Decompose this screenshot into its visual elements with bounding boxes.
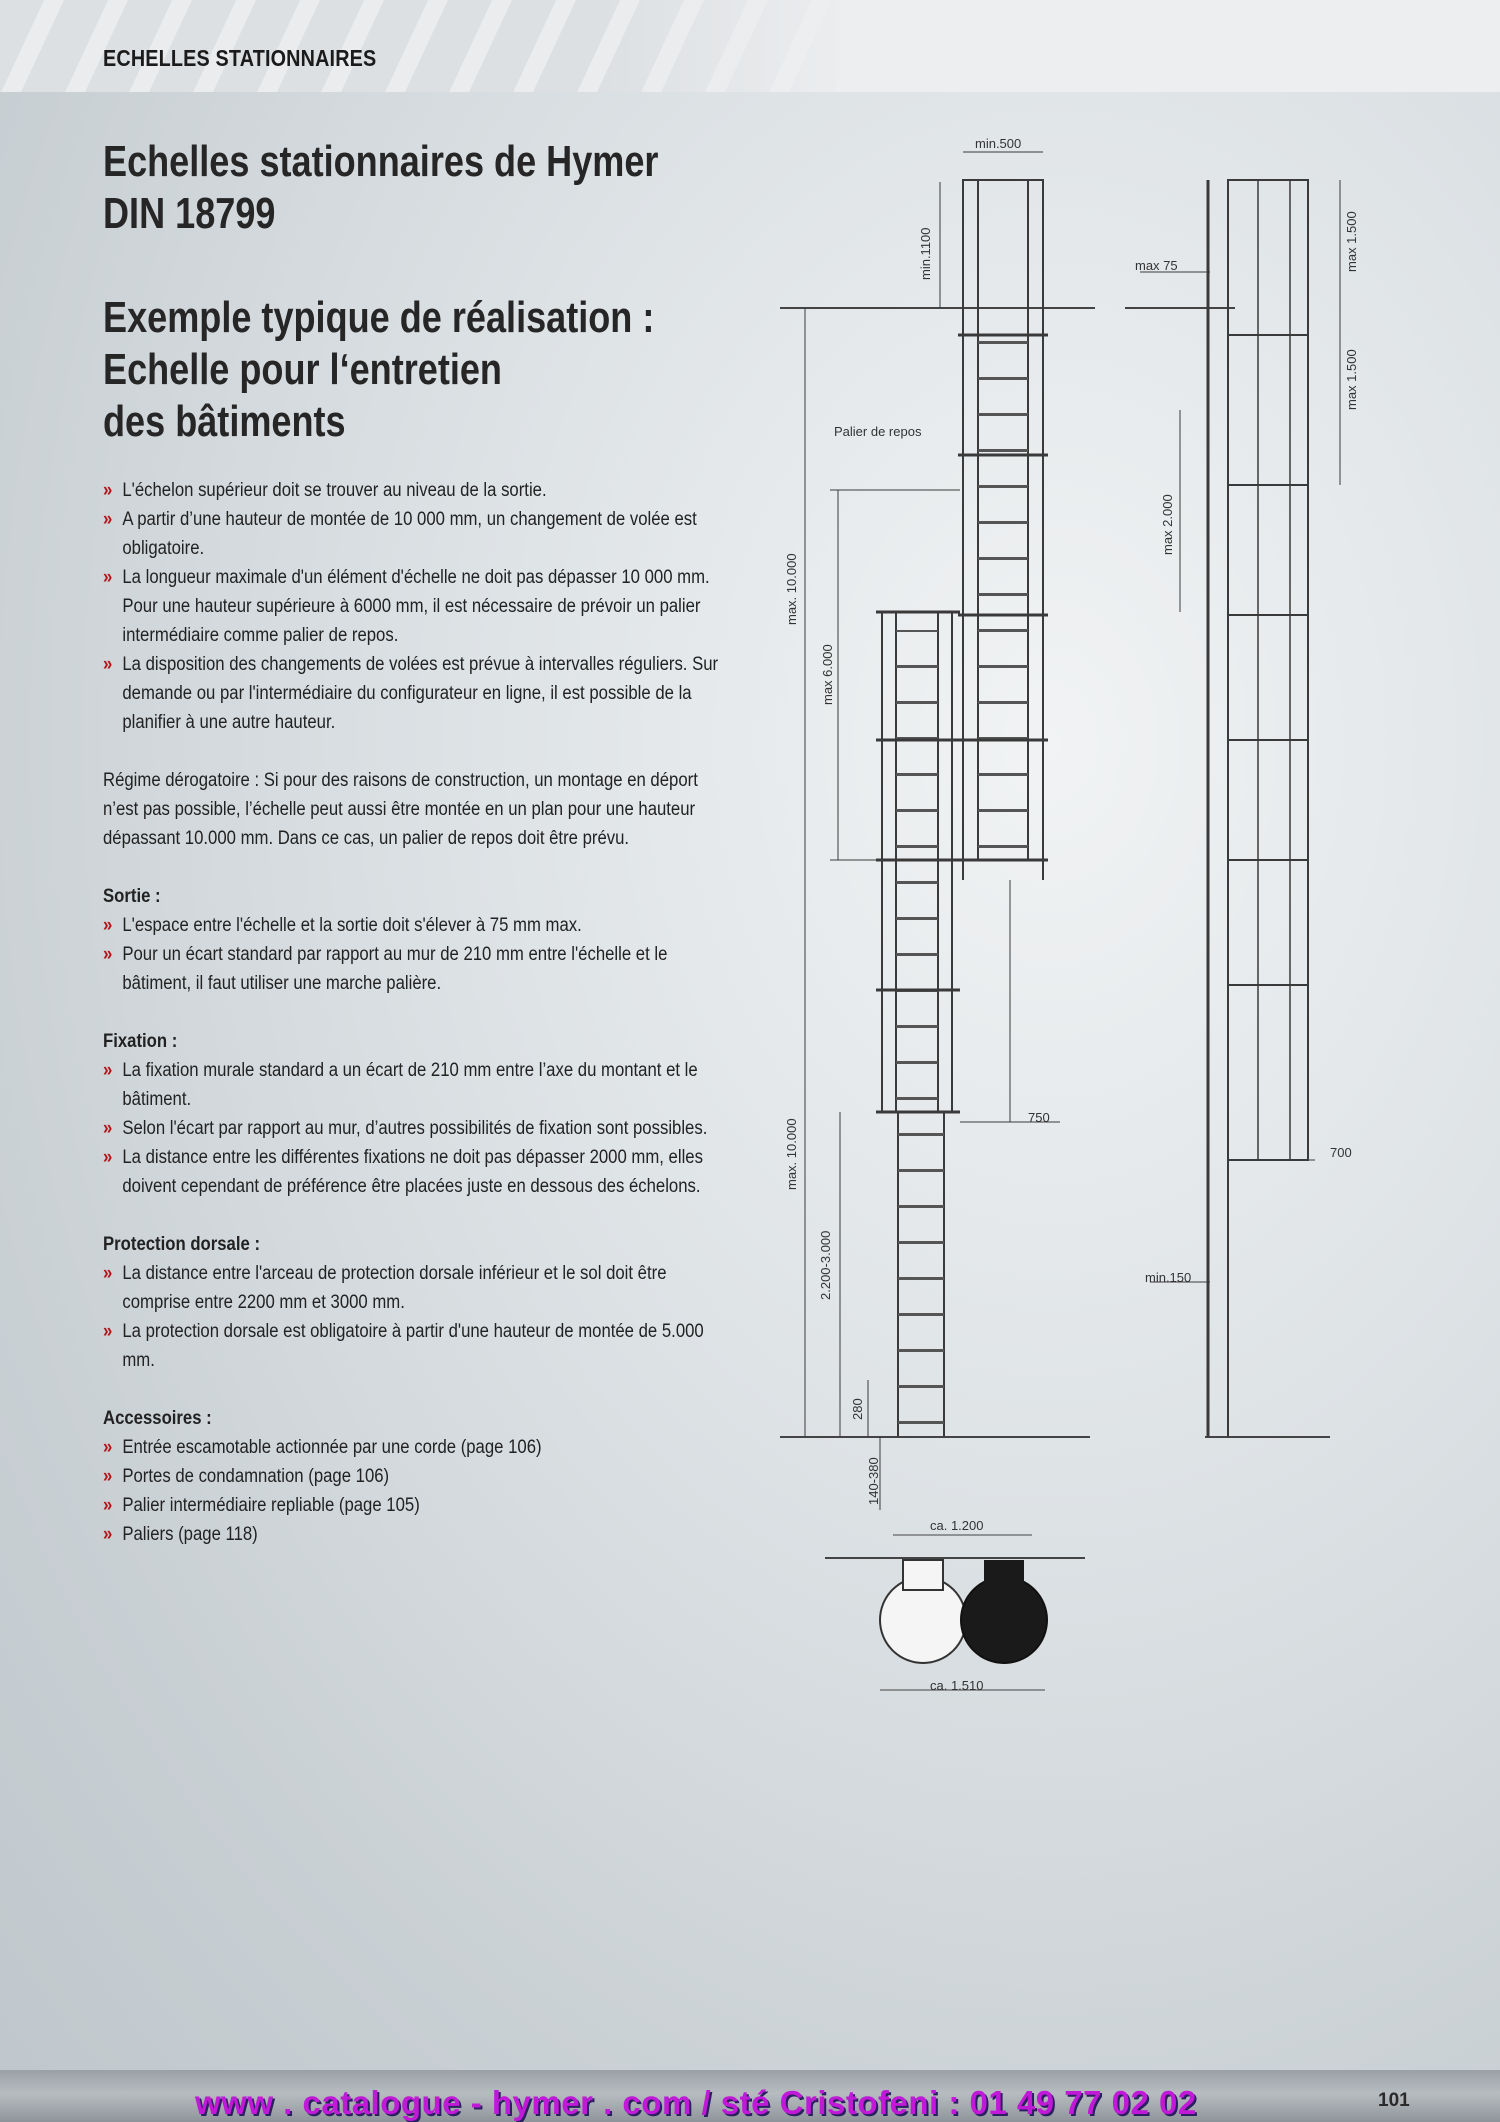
list-item: » Palier intermédiaire repliable (page 105) — [103, 1491, 719, 1520]
label-max6000: max 6.000 — [820, 644, 835, 705]
list-item: » L'échelon supérieur doit se trouver au niveau de la sortie. — [103, 476, 719, 505]
bullet-mark: » — [103, 480, 113, 501]
bullet-mark: » — [103, 1147, 113, 1168]
label-max2000: max 2.000 — [1160, 494, 1175, 555]
footer-contact: www . catalogue - hymer . com / sté Cristofeni : 01 49 77 02 02 — [195, 2084, 1197, 2121]
bullet-mark: » — [103, 509, 113, 530]
list-item: » La disposition des changements de volées est prévue à intervalles réguliers. Sur demande ou par l'intermédiaire du configurateur en ligne, il est possible de la planifier à une autre hauteur. — [103, 650, 719, 737]
page-subtitle — [103, 292, 693, 448]
label-max1500b: max 1.500 — [1344, 349, 1359, 410]
list-item: » Portes de condamnation (page 106) — [103, 1462, 719, 1491]
list-item: » Paliers (page 118) — [103, 1520, 719, 1549]
header-fade — [600, 0, 860, 92]
front-view — [780, 152, 1095, 1510]
fixation-heading: Fixation : — [103, 1031, 178, 1052]
list-item: » La distance entre l'arceau de protection dorsale inférieur et le sol doit être comprise entre 2200 mm et 3000 mm. — [103, 1259, 719, 1317]
list-item: » La fixation murale standard a un écart de 210 mm entre l’axe du montant et le bâtiment. — [103, 1056, 719, 1114]
label-max10000b: max. 10.000 — [784, 1118, 799, 1190]
bullet-mark: » — [103, 1060, 113, 1081]
bullet-mark: » — [103, 1495, 113, 1516]
bullet-mark: » — [103, 1437, 113, 1458]
plan-view — [825, 1535, 1085, 1690]
dimension-labels — [784, 136, 1359, 1693]
label-max10000a: max. 10.000 — [784, 553, 799, 625]
protection-heading: Protection dorsale : — [103, 1234, 261, 1255]
page-subtitle-line-1: Exemple typique de réalisation : — [103, 293, 655, 342]
bullet-mark: » — [103, 1263, 113, 1284]
page-subtitle-line-2: Echelle pour l‘entretien — [103, 345, 502, 394]
list-item: » Pour un écart standard par rapport au mur de 210 mm entre l'échelle et le bâtiment, il faut utiliser une marche palière. — [103, 940, 719, 998]
bullet-mark: » — [103, 1321, 113, 1342]
list-item: » Entrée escamotable actionnée par une corde (page 106) — [103, 1433, 719, 1462]
bullet-mark: » — [103, 567, 113, 588]
page-title-line-2: DIN 18799 — [103, 189, 276, 238]
list-item: » La protection dorsale est obligatoire à partir d'une hauteur de montée de 5.000 mm. — [103, 1317, 719, 1375]
derogation-paragraph: Régime dérogatoire : Si pour des raisons de construction, un montage en déport n’est pas possible, l’échelle peut aussi être montée en un plan pour une hauteur dépassant 10.000 mm. Dans ce cas, un palier de repos doit être prévu. — [103, 770, 698, 849]
page-title-line-1: Echelles stationnaires de Hymer — [103, 137, 659, 186]
list-item: » La distance entre les différentes fixations ne doit pas dépasser 2000 mm, elles doivent cependant de préférence être placées juste en dessous des échelons. — [103, 1143, 719, 1201]
label-min1100: min.1100 — [918, 227, 933, 280]
sortie-heading: Sortie : — [103, 886, 161, 907]
label-max1500a: max 1.500 — [1344, 211, 1359, 272]
side-view — [1125, 180, 1340, 1437]
label-min500: min.500 — [975, 136, 1022, 151]
bullet-mark: » — [103, 1524, 113, 1545]
bullet-mark: » — [103, 915, 113, 936]
page-subtitle-line-3: des bâtiments — [103, 397, 346, 446]
label-ca1200: ca. 1.200 — [930, 1518, 984, 1533]
list-item: » A partir d’une hauteur de montée de 10 000 mm, un changement de volée est obligatoire. — [103, 505, 719, 563]
list-item: » La longueur maximale d'un élément d'échelle ne doit pas dépasser 10 000 mm. Pour une hauteur supérieure à 6000 mm, il est nécessaire de prévoir un palier intermédiaire comme palier de repos. — [103, 563, 719, 650]
accessoires-heading: Accessoires : — [103, 1408, 212, 1429]
label-140-380: 140-380 — [866, 1457, 881, 1505]
bullet-mark: » — [103, 1118, 113, 1139]
label-ca1510: ca. 1.510 — [930, 1678, 984, 1693]
page-title — [103, 136, 677, 240]
label-min150: min.150 — [1145, 1270, 1192, 1285]
bullet-mark: » — [103, 944, 113, 965]
label-280: 280 — [850, 1398, 865, 1420]
ladder-technical-drawing — [770, 130, 1370, 1730]
body-text — [103, 476, 719, 1549]
section-title: ECHELLES STATIONNAIRES — [103, 45, 377, 71]
page-number: 101 — [1378, 2090, 1410, 2111]
list-item: » L'espace entre l'échelle et la sortie doit s'élever à 75 mm max. — [103, 911, 719, 940]
label-max75: max 75 — [1135, 258, 1178, 273]
label-700: 700 — [1330, 1145, 1352, 1160]
bullet-mark: » — [103, 654, 113, 675]
label-2200-3000: 2.200-3.000 — [818, 1230, 833, 1300]
bullet-mark: » — [103, 1466, 113, 1487]
label-750: 750 — [1028, 1110, 1050, 1125]
list-item: » Selon l'écart par rapport au mur, d’autres possibilités de fixation sont possibles. — [103, 1114, 719, 1143]
intro-bullet-list — [103, 476, 719, 737]
label-palier: Palier de repos — [834, 424, 922, 439]
